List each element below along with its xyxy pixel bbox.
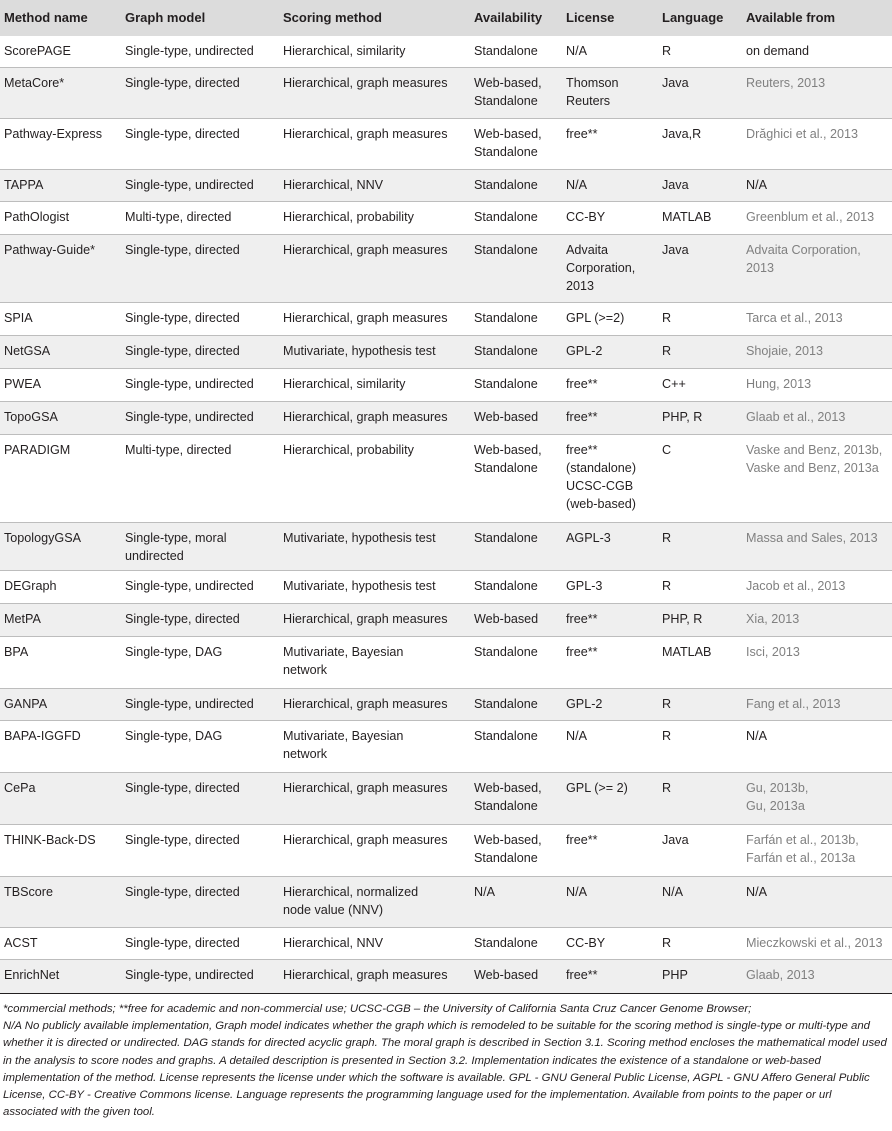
- cell-language: R: [662, 579, 672, 593]
- table-row: [0, 604, 892, 637]
- cell-license: GPL-2: [566, 697, 603, 711]
- cell-available-from: Isci, 2013: [746, 645, 800, 659]
- cell-language: R: [662, 311, 672, 325]
- cell-scoring-method: Hierarchical, normalized node value (NNV): [283, 885, 419, 917]
- cell-method-name: MetaCore*: [4, 76, 65, 90]
- cell-scoring-method: Hierarchical, probability: [283, 210, 414, 224]
- cell-graph-model: Single-type, directed: [125, 76, 240, 90]
- cell-method-name: BAPA-IGGFD: [4, 729, 81, 743]
- cell-graph-model: Multi-type, directed: [125, 210, 232, 224]
- cell-graph-model: Single-type, undirected: [125, 44, 254, 58]
- cell-availability: Web-based: [474, 968, 539, 982]
- cell-graph-model: Single-type, directed: [125, 612, 240, 626]
- cell-language: MATLAB: [662, 645, 712, 659]
- cell-method-name: NetGSA: [4, 344, 51, 358]
- table-row: [0, 369, 892, 402]
- cell-language: C++: [662, 377, 686, 391]
- cell-language: PHP, R: [662, 410, 703, 424]
- cell-graph-model: Single-type, directed: [125, 885, 240, 899]
- cell-availability: Web-based, Standalone: [474, 781, 542, 813]
- cell-method-name: BPA: [4, 645, 29, 659]
- cell-language: R: [662, 697, 672, 711]
- cell-graph-model: Single-type, undirected: [125, 697, 254, 711]
- table-row: [0, 36, 892, 68]
- table-row: [0, 877, 892, 928]
- cell-graph-model: Single-type, undirected: [125, 178, 254, 192]
- cell-method-name: PathOlogist: [4, 210, 70, 224]
- cell-availability: Standalone: [474, 729, 538, 743]
- cell-available-from: on demand: [746, 44, 810, 58]
- header-graph-model: Graph model: [125, 10, 206, 25]
- cell-license: GPL-3: [566, 579, 603, 593]
- cell-language: R: [662, 44, 672, 58]
- cell-method-name: ACST: [4, 936, 38, 950]
- footnote-abbreviations: *commercial methods; **free for academic and non-commercial use; UCSC-CGB – the University of California Santa Cruz Cancer Genome Browser;: [3, 1003, 752, 1015]
- cell-availability: Standalone: [474, 243, 538, 257]
- cell-graph-model: Single-type, directed: [125, 243, 240, 257]
- cell-available-from: Glaab et al., 2013: [746, 410, 846, 424]
- cell-method-name: MetPA: [4, 612, 41, 626]
- cell-method-name: CePa: [4, 781, 36, 795]
- cell-scoring-method: Hierarchical, graph measures: [283, 612, 448, 626]
- cell-license: CC-BY: [566, 936, 606, 950]
- cell-availability: Standalone: [474, 344, 538, 358]
- cell-scoring-method: Mutivariate, Bayesian network: [283, 645, 404, 677]
- cell-method-name: ScorePAGE: [4, 44, 71, 58]
- cell-availability: Standalone: [474, 645, 538, 659]
- cell-available-from: N/A: [746, 178, 767, 192]
- cell-graph-model: Single-type, DAG: [125, 729, 223, 743]
- header-license: License: [566, 10, 615, 25]
- cell-license: GPL (>= 2): [566, 781, 628, 795]
- cell-license: N/A: [566, 885, 587, 899]
- cell-license: CC-BY: [566, 210, 606, 224]
- cell-graph-model: Single-type, directed: [125, 344, 240, 358]
- cell-scoring-method: Hierarchical, NNV: [283, 936, 384, 950]
- cell-method-name: SPIA: [4, 311, 33, 325]
- cell-graph-model: Single-type, directed: [125, 781, 240, 795]
- cell-license: free**: [566, 968, 598, 982]
- table-row: [0, 928, 892, 960]
- cell-method-name: DEGraph: [4, 579, 57, 593]
- cell-language: Java: [662, 178, 689, 192]
- cell-available-from: Hung, 2013: [746, 377, 812, 391]
- cell-license: Advaita Corporation, 2013: [566, 243, 636, 293]
- cell-license: N/A: [566, 178, 587, 192]
- header-available-from: Available from: [746, 10, 836, 25]
- cell-available-from: Mieczkowski et al., 2013: [746, 936, 883, 950]
- cell-method-name: TopologyGSA: [4, 531, 82, 545]
- header-method-name: Method name: [4, 10, 88, 25]
- cell-license: free**: [566, 410, 598, 424]
- table-row: [0, 721, 892, 773]
- cell-scoring-method: Hierarchical, graph measures: [283, 781, 448, 795]
- cell-availability: Web-based, Standalone: [474, 443, 542, 475]
- cell-method-name: PWEA: [4, 377, 42, 391]
- cell-scoring-method: Hierarchical, graph measures: [283, 968, 448, 982]
- cell-language: Java: [662, 76, 689, 90]
- cell-available-from: N/A: [746, 729, 767, 743]
- cell-scoring-method: Hierarchical, graph measures: [283, 311, 448, 325]
- cell-license: GPL (>=2): [566, 311, 625, 325]
- cell-language: R: [662, 781, 672, 795]
- cell-scoring-method: Mutivariate, hypothesis test: [283, 579, 436, 593]
- table-row: [0, 435, 892, 523]
- cell-graph-model: Single-type, undirected: [125, 377, 254, 391]
- cell-availability: Standalone: [474, 311, 538, 325]
- table-row: [0, 523, 892, 571]
- cell-graph-model: Single-type, directed: [125, 127, 240, 141]
- cell-license: free** (standalone) UCSC-CGB (web-based): [566, 443, 637, 511]
- cell-availability: Web-based: [474, 410, 539, 424]
- footnote-description: N/A No publicly available implementation, Graph model indicates whether the graph which is remodeled to be suitable for the scoring method is single-type or multi-type and whether it is directed or undirected. DAG stands for directed acyclic graph. The moral graph is described in Section 3.1. Scoring method encloses the mathematical model used in the analysis to score nodes and graphs. A detailed description is presented in Section 3.2. Implementation indicates the existence of a standalone or web-based implementation of the method. License represents the license under which the software is available. GPL - GNU General Public License, AGPL - GNU Affero General Public License, CC-BY - Creative Commons license. Language represents the programming language used for the implementation. Available from points to the paper or url associated with the given tool.: [3, 1020, 887, 1119]
- cell-license: N/A: [566, 44, 587, 58]
- table-row: [0, 68, 892, 119]
- table-row: [0, 202, 892, 235]
- cell-license: free**: [566, 377, 598, 391]
- table-row: [0, 773, 892, 825]
- table-bottom-rule: [0, 993, 892, 994]
- cell-language: R: [662, 936, 672, 950]
- cell-method-name: PARADIGM: [4, 443, 71, 457]
- cell-availability: Standalone: [474, 697, 538, 711]
- cell-license: free**: [566, 645, 598, 659]
- cell-available-from: Reuters, 2013: [746, 76, 826, 90]
- cell-scoring-method: Mutivariate, hypothesis test: [283, 531, 436, 545]
- cell-available-from: Tarca et al., 2013: [746, 311, 843, 325]
- cell-scoring-method: Hierarchical, graph measures: [283, 410, 448, 424]
- cell-availability: Standalone: [474, 531, 538, 545]
- cell-availability: Web-based, Standalone: [474, 127, 542, 159]
- cell-graph-model: Single-type, directed: [125, 936, 240, 950]
- cell-method-name: TopoGSA: [4, 410, 58, 424]
- cell-method-name: TBScore: [4, 885, 53, 899]
- cell-available-from: Shojaie, 2013: [746, 344, 824, 358]
- cell-license: N/A: [566, 729, 587, 743]
- cell-language: R: [662, 344, 672, 358]
- table-row: [0, 336, 892, 369]
- cell-available-from: Fang et al., 2013: [746, 697, 841, 711]
- cell-language: MATLAB: [662, 210, 712, 224]
- cell-language: Java: [662, 243, 689, 257]
- cell-availability: Standalone: [474, 44, 538, 58]
- cell-language: Java,R: [662, 127, 702, 141]
- cell-license: free**: [566, 612, 598, 626]
- cell-availability: Standalone: [474, 210, 538, 224]
- cell-availability: Standalone: [474, 178, 538, 192]
- table-row: [0, 170, 892, 202]
- cell-scoring-method: Hierarchical, similarity: [283, 44, 406, 58]
- cell-scoring-method: Hierarchical, NNV: [283, 178, 384, 192]
- table-row: [0, 119, 892, 170]
- cell-language: N/A: [662, 885, 683, 899]
- cell-license: free**: [566, 127, 598, 141]
- cell-available-from: Massa and Sales, 2013: [746, 531, 878, 545]
- cell-scoring-method: Hierarchical, similarity: [283, 377, 406, 391]
- cell-language: C: [662, 443, 672, 457]
- cell-method-name: Pathway-Express: [4, 127, 102, 141]
- cell-scoring-method: Hierarchical, graph measures: [283, 243, 448, 257]
- cell-available-from: Greenblum et al., 2013: [746, 210, 875, 224]
- cell-available-from: Farfán et al., 2013b, Farfán et al., 2013a: [746, 833, 859, 865]
- cell-available-from: N/A: [746, 885, 767, 899]
- cell-graph-model: Single-type, undirected: [125, 968, 254, 982]
- cell-license: free**: [566, 833, 598, 847]
- cell-graph-model: Single-type, directed: [125, 833, 240, 847]
- table-row: [0, 303, 892, 336]
- cell-license: Thomson Reuters: [566, 76, 619, 108]
- table-row: [0, 825, 892, 877]
- cell-language: R: [662, 729, 672, 743]
- cell-graph-model: Single-type, DAG: [125, 645, 223, 659]
- cell-graph-model: Multi-type, directed: [125, 443, 232, 457]
- table-row: [0, 402, 892, 435]
- cell-method-name: Pathway-Guide*: [4, 243, 96, 257]
- cell-license: GPL-2: [566, 344, 603, 358]
- cell-method-name: THINK-Back-DS: [4, 833, 96, 847]
- cell-availability: N/A: [474, 885, 495, 899]
- cell-license: AGPL-3: [566, 531, 611, 545]
- cell-scoring-method: Hierarchical, graph measures: [283, 76, 448, 90]
- cell-language: PHP, R: [662, 612, 703, 626]
- cell-availability: Standalone: [474, 579, 538, 593]
- cell-graph-model: Single-type, undirected: [125, 579, 254, 593]
- header-availability: Availability: [474, 10, 543, 25]
- cell-scoring-method: Mutivariate, hypothesis test: [283, 344, 436, 358]
- cell-scoring-method: Hierarchical, graph measures: [283, 697, 448, 711]
- cell-graph-model: Single-type, undirected: [125, 410, 254, 424]
- table-header: [0, 0, 892, 36]
- cell-available-from: Jacob et al., 2013: [746, 579, 846, 593]
- cell-method-name: GANPA: [4, 697, 48, 711]
- header-language: Language: [662, 10, 724, 25]
- cell-available-from: Xia, 2013: [746, 612, 800, 626]
- cell-method-name: TAPPA: [4, 178, 44, 192]
- table-row: [0, 571, 892, 604]
- cell-graph-model: Single-type, moral undirected: [125, 531, 227, 563]
- cell-method-name: EnrichNet: [4, 968, 60, 982]
- cell-scoring-method: Hierarchical, graph measures: [283, 127, 448, 141]
- cell-available-from: Vaske and Benz, 2013b, Vaske and Benz, 2013a: [746, 443, 883, 475]
- header-scoring-method: Scoring method: [283, 10, 382, 25]
- table-row: [0, 235, 892, 303]
- table-row: [0, 689, 892, 721]
- cell-language: PHP: [662, 968, 688, 982]
- cell-available-from: Gu, 2013b, Gu, 2013a: [746, 781, 809, 813]
- cell-language: Java: [662, 833, 689, 847]
- table-footnote: [3, 1001, 887, 1121]
- cell-availability: Standalone: [474, 936, 538, 950]
- cell-availability: Web-based, Standalone: [474, 76, 542, 108]
- table-row: [0, 637, 892, 689]
- cell-availability: Web-based, Standalone: [474, 833, 542, 865]
- cell-scoring-method: Mutivariate, Bayesian network: [283, 729, 404, 761]
- cell-availability: Standalone: [474, 377, 538, 391]
- cell-availability: Web-based: [474, 612, 539, 626]
- cell-language: R: [662, 531, 672, 545]
- table-row: [0, 960, 892, 993]
- cell-available-from: Glaab, 2013: [746, 968, 815, 982]
- cell-scoring-method: Hierarchical, graph measures: [283, 833, 448, 847]
- cell-graph-model: Single-type, directed: [125, 311, 240, 325]
- cell-available-from: Advaita Corporation, 2013: [746, 243, 861, 275]
- cell-available-from: Drăghici et al., 2013: [746, 127, 859, 141]
- cell-scoring-method: Hierarchical, probability: [283, 443, 414, 457]
